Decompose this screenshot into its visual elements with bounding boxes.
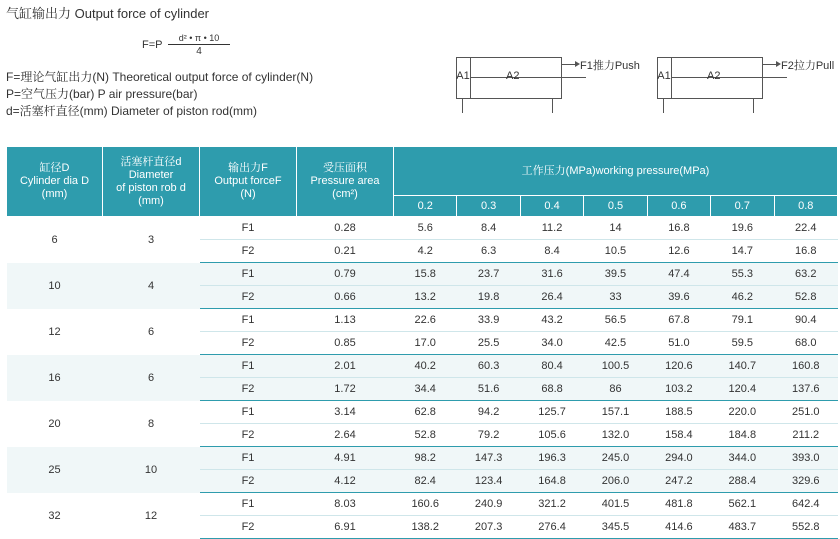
force-value-cell: 34.4 [394,378,457,401]
force-value-cell: 59.5 [711,332,774,355]
force-value-cell: 14.7 [711,240,774,263]
force-value-cell: 100.5 [584,355,647,378]
force-value-cell: 294.0 [647,447,710,470]
force-value-cell: 120.4 [711,378,774,401]
area-a1-label: A1 [657,70,671,82]
force-value-cell: 123.4 [457,470,520,493]
formula-denominator: 4 [196,46,202,57]
pressure-header-cell: 0.5 [584,196,647,217]
force-type-cell: F1 [200,263,297,286]
pressure-header-cell: 0.3 [457,196,520,217]
table-row [7,447,838,470]
piston-rod [671,77,787,78]
force-value-cell: 10.5 [584,240,647,263]
force-type-cell: F1 [200,401,297,424]
force-value-cell: 401.5 [584,493,647,516]
force-value-cell: 15.8 [394,263,457,286]
force-value-cell: 8.4 [457,217,520,240]
force-value-cell: 196.3 [520,447,583,470]
header-bore-line: (mm) [41,188,68,200]
force-value-cell: 16.8 [647,217,710,240]
force-value-cell: 43.2 [520,309,583,332]
header-output-force-line: 输出力F [228,162,268,174]
force-value-cell: 345.5 [584,516,647,539]
formula-lhs: F=P [142,39,163,51]
force-value-cell: 51.0 [647,332,710,355]
force-value-cell: 51.6 [457,378,520,401]
force-value-cell: 33.9 [457,309,520,332]
pressure-header-cell: 0.8 [774,196,837,217]
force-value-cell: 63.2 [774,263,837,286]
force-value-cell: 40.2 [394,355,457,378]
force-value-cell: 140.7 [711,355,774,378]
force-value-cell: 132.0 [584,424,647,447]
force-value-cell: 483.7 [711,516,774,539]
pressure-header-cell: 0.7 [711,196,774,217]
force-value-cell: 22.4 [774,217,837,240]
force-value-cell: 14 [584,217,647,240]
area-a2-label: A2 [707,70,721,82]
area-cell: 0.79 [297,263,394,286]
table-row [7,401,838,424]
force-value-cell: 164.8 [520,470,583,493]
definition-d: d=活塞杆直径(mm) Diameter of piston rod(mm) [6,104,258,118]
table-row [7,309,838,332]
area-cell: 6.91 [297,516,394,539]
area-cell: 1.72 [297,378,394,401]
force-value-cell: 329.6 [774,470,837,493]
header-rod-dia-line: 活塞杆直径d [120,155,182,168]
header-working-pressure: 工作压力(MPa)working pressure(MPa) [394,147,838,196]
force-type-cell: F1 [200,217,297,240]
area-cell: 4.91 [297,447,394,470]
force-value-cell: 393.0 [774,447,837,470]
piston-line [671,57,672,99]
force-value-cell: 158.4 [647,424,710,447]
force-value-cell: 220.0 [711,401,774,424]
table-row [7,263,838,286]
rod-dia-cell: 8 [147,417,155,430]
force-value-cell: 160.6 [394,493,457,516]
force-value-cell: 19.8 [457,286,520,309]
force-label-pull: F2拉力Pull [781,60,835,72]
force-value-cell: 26.4 [520,286,583,309]
force-value-cell: 67.8 [647,309,710,332]
header-pressure-area-line: (cm²) [332,188,358,200]
force-value-cell: 160.8 [774,355,837,378]
area-cell: 0.85 [297,332,394,355]
header-rod-dia-line: Diameter [128,168,174,181]
force-value-cell: 247.2 [647,470,710,493]
force-type-cell: F2 [200,516,297,539]
bore-cell: 10 [7,263,103,309]
rod-dia-cell: 10 [103,447,200,493]
force-value-cell: 42.5 [584,332,647,355]
table-row [7,493,838,516]
force-value-cell: 157.1 [584,401,647,424]
rod-dia-cell: 4 [103,263,200,309]
header-output-force [200,147,297,217]
cylinder-leg [462,99,463,113]
force-value-cell: 147.3 [457,447,520,470]
area-cell: 0.28 [297,217,394,240]
cylinder-leg [663,99,664,113]
area-cell: 2.01 [297,355,394,378]
force-value-cell: 414.6 [647,516,710,539]
force-value-cell: 251.0 [774,401,837,424]
cylinder-leg [552,99,553,113]
header-bore-line: 缸径D [39,162,70,174]
force-value-cell: 481.8 [647,493,710,516]
force-value-cell: 60.3 [457,355,520,378]
formula-fraction [168,33,230,57]
rod-dia-cell: 3 [147,233,155,246]
force-value-cell: 207.3 [457,516,520,539]
force-value-cell: 52.8 [774,286,837,309]
force-type-cell: F2 [200,378,297,401]
force-type-cell: F1 [200,355,297,378]
force-value-cell: 120.6 [647,355,710,378]
pressure-header-cell: 0.4 [520,196,583,217]
page-title: 气缸输出力 Output force of cylinder [6,6,210,21]
bore-cell: 6 [51,233,58,246]
bore-cell: 12 [48,325,61,338]
force-value-cell: 184.8 [711,424,774,447]
formula-definitions [6,69,313,120]
force-value-cell: 5.6 [394,217,457,240]
header-rod-dia-line: of piston rob d [116,181,186,194]
bore-cell: 16 [7,355,103,401]
force-value-cell: 80.4 [520,355,583,378]
force-value-cell: 39.5 [584,263,647,286]
force-type-cell: F2 [200,240,297,263]
force-label-push: F1推力Push [580,60,640,72]
force-value-cell: 206.0 [584,470,647,493]
force-value-cell: 33 [584,286,647,309]
force-value-cell: 6.3 [457,240,520,263]
force-type-cell: F2 [200,470,297,493]
header-rod-dia [103,147,200,217]
force-value-cell: 55.3 [711,263,774,286]
force-value-cell: 98.2 [394,447,457,470]
force-value-cell: 90.4 [774,309,837,332]
area-cell: 2.64 [297,424,394,447]
header-pressure-area [297,147,394,217]
force-type-cell: F2 [200,286,297,309]
force-value-cell: 47.4 [647,263,710,286]
force-value-cell: 642.4 [774,493,837,516]
bore-cell: 32 [48,509,61,522]
force-value-cell: 552.8 [774,516,837,539]
area-cell: 8.03 [297,493,394,516]
force-value-cell: 56.5 [584,309,647,332]
piston-rod [470,77,586,78]
header-output-force-line: (N) [240,188,256,200]
formula-numerator: d² • π • 10 [168,33,230,45]
bore-cell: 20 [48,417,61,430]
force-value-cell: 82.4 [394,470,457,493]
force-value-cell: 12.6 [647,240,710,263]
force-value-cell: 288.4 [711,470,774,493]
force-value-cell: 105.6 [520,424,583,447]
force-value-cell: 25.5 [457,332,520,355]
force-value-cell: 79.1 [711,309,774,332]
force-type-cell: F1 [200,309,297,332]
force-value-cell: 13.2 [394,286,457,309]
arrow-icon [562,64,576,65]
rod-dia-cell: 6 [103,355,200,401]
area-cell: 3.14 [297,401,394,424]
force-value-cell: 86 [584,378,647,401]
definition-p: P=空气压力(bar) P air pressure(bar) [6,87,198,101]
cylinder-leg [753,99,754,113]
force-value-cell: 240.9 [457,493,520,516]
force-value-cell: 321.2 [520,493,583,516]
force-type-cell: F1 [200,447,297,470]
force-value-cell: 103.2 [647,378,710,401]
force-value-cell: 22.6 [394,309,457,332]
header-rod-dia-line: (mm) [138,194,164,207]
rod-dia-cell: 12 [144,509,158,522]
force-value-cell: 19.6 [711,217,774,240]
force-value-cell: 211.2 [774,424,837,447]
table-row [7,217,838,240]
force-value-cell: 52.8 [394,424,457,447]
area-a2-label: A2 [506,70,520,82]
header-pressure-area-line: Pressure area [310,175,380,187]
force-value-cell: 79.2 [457,424,520,447]
pressure-header-cell: 0.2 [394,196,457,217]
area-cell: 0.66 [297,286,394,309]
piston-line [470,57,471,99]
force-value-cell: 68.8 [520,378,583,401]
header-output-force-line: Output forceF [214,175,282,187]
area-cell: 4.12 [297,470,394,493]
force-value-cell: 94.2 [457,401,520,424]
force-value-cell: 4.2 [394,240,457,263]
force-type-cell: F1 [200,493,297,516]
force-value-cell: 344.0 [711,447,774,470]
force-value-cell: 137.6 [774,378,837,401]
force-value-cell: 34.0 [520,332,583,355]
definition-f: F=理论气缸出力(N) Theoretical output force of cylinder(N) [6,70,314,84]
force-value-cell: 188.5 [647,401,710,424]
output-force-table [6,146,838,539]
bore-cell: 25 [7,447,103,493]
pressure-header-cell: 0.6 [647,196,710,217]
arrow-icon [763,64,777,65]
force-value-cell: 276.4 [520,516,583,539]
force-value-cell: 17.0 [394,332,457,355]
force-value-cell: 16.8 [774,240,837,263]
force-value-cell: 31.6 [520,263,583,286]
force-value-cell: 245.0 [584,447,647,470]
table-row [7,355,838,378]
force-value-cell: 8.4 [520,240,583,263]
area-cell: 0.21 [297,240,394,263]
force-value-cell: 23.7 [457,263,520,286]
force-type-cell: F2 [200,424,297,447]
force-value-cell: 11.2 [520,217,583,240]
force-value-cell: 62.8 [394,401,457,424]
rod-dia-cell: 6 [147,325,155,338]
header-pressure-area-line: 受压面积 [323,162,367,174]
header-bore-line: Cylinder dia D [19,175,90,187]
header-bore [7,147,103,217]
area-cell: 1.13 [297,309,394,332]
force-value-cell: 46.2 [711,286,774,309]
force-value-cell: 39.6 [647,286,710,309]
force-value-cell: 125.7 [520,401,583,424]
area-a1-label: A1 [456,70,470,82]
force-value-cell: 68.0 [774,332,837,355]
force-value-cell: 138.2 [394,516,457,539]
force-type-cell: F2 [200,332,297,355]
force-value-cell: 562.1 [711,493,774,516]
